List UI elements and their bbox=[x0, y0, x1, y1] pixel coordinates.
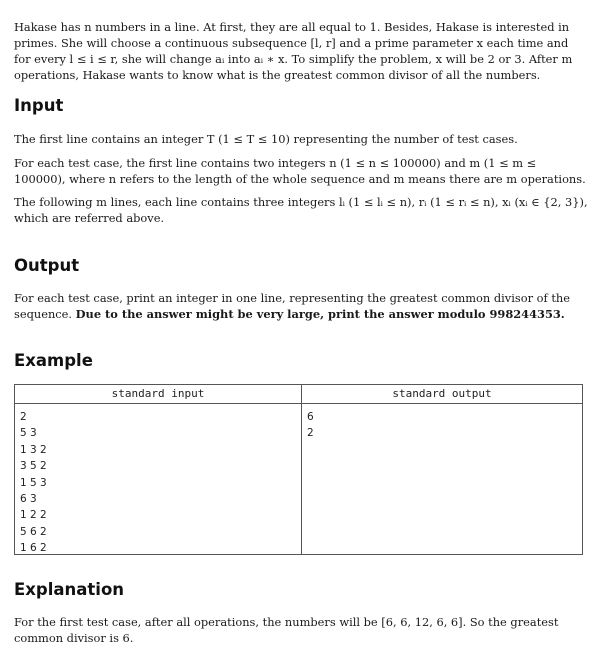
output-bold-note: Due to the answer might be very large, print the answer modulo 998244353. bbox=[75, 307, 565, 321]
output-paragraph bbox=[14, 290, 588, 322]
standard-output-content[interactable]: 6 2 bbox=[307, 411, 314, 440]
standard-input-column bbox=[15, 385, 302, 554]
standard-output-column bbox=[302, 385, 582, 554]
output-text: For each test case, print an integer in one line, representing the greatest common divisor of the sequence. bbox=[14, 291, 570, 321]
input-line-3: The following m lines, each line contains three integers lᵢ (1 ≤ lᵢ ≤ n), rᵢ (1 ≤ rᵢ ≤ n), xᵢ (xᵢ ∈ {2, 3}), which are referred above. bbox=[14, 195, 588, 225]
standard-input-header: standard input bbox=[15, 385, 301, 404]
standard-output-header: standard output bbox=[302, 385, 582, 404]
intro-paragraph: Hakase has n numbers in a line. At first, they are all equal to 1. Besides, Hakase is interested in primes. She will choose a continuous subsequence [l, r] and a prime parameter x each time and for every l ≤ i ≤ r, she will change aᵢ into aᵢ ∗ x. To simplify the problem, x will be 2 or 3. After m operations, Hakase wants to know what is the greatest common divisor of all the numbers. bbox=[14, 20, 573, 82]
input-line-1: The first line contains an integer T (1 ≤ T ≤ 10) representing the number of test cases. bbox=[14, 132, 518, 146]
explanation-paragraph: For the first test case, after all operations, the numbers will be [6, 6, 12, 6, 6]. So the greatest common divisor is 6. bbox=[14, 615, 559, 645]
standard-input-content[interactable]: 2 5 3 1 3 2 3 5 2 1 5 3 6 3 1 2 2 5 6 2 1 6 2 bbox=[20, 411, 47, 555]
example-heading: Example bbox=[14, 351, 93, 370]
explanation-heading: Explanation bbox=[14, 580, 125, 599]
input-heading: Input bbox=[14, 96, 64, 115]
input-line-2: For each test case, the first line contains two integers n (1 ≤ n ≤ 100000) and m (1 ≤ m ≤ 100000), where n refers to the length of the whole sequence and m means there are m operations. bbox=[14, 156, 586, 186]
example-io-table bbox=[14, 384, 583, 555]
output-heading: Output bbox=[14, 256, 80, 275]
